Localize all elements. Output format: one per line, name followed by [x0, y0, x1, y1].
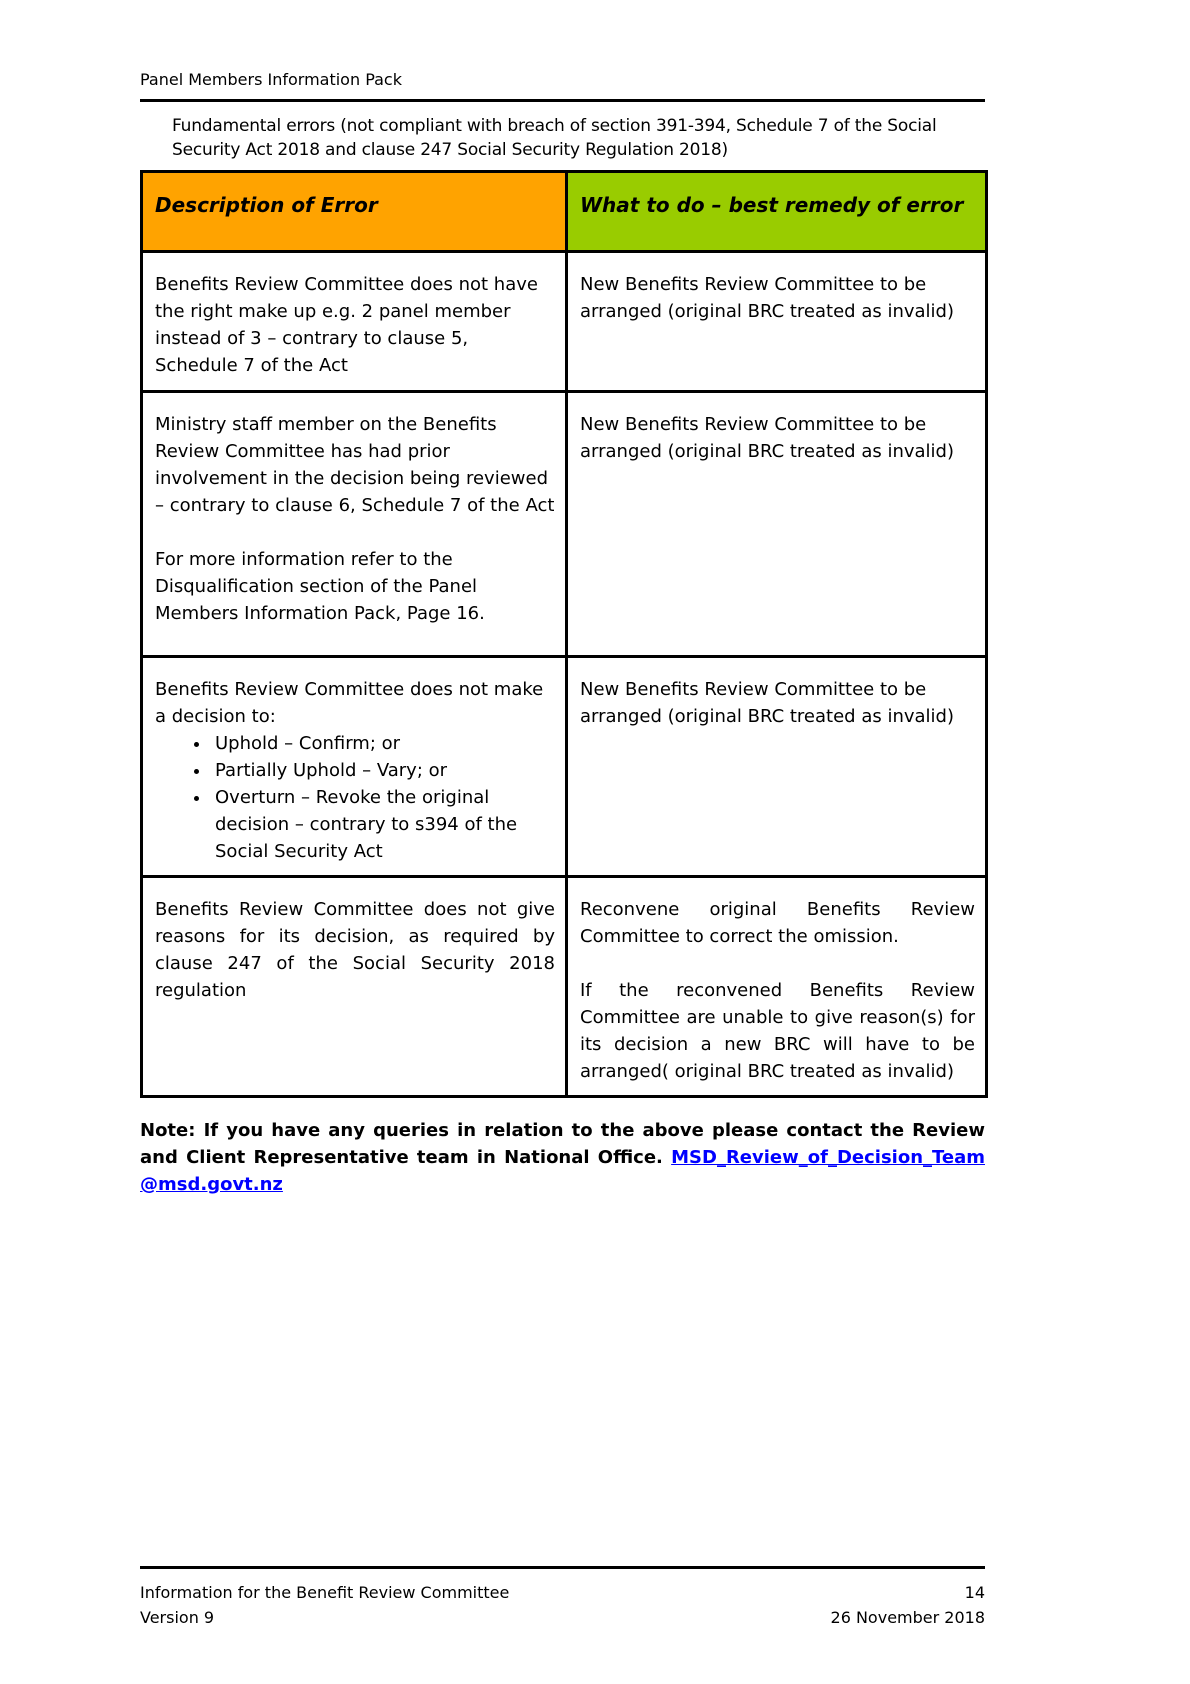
description-text: Ministry staff member on the Benefits Review Committee has had prior involvement in the decision being reviewed – contrary to clause 6, Schedule 7 of the Act	[155, 414, 555, 516]
remedy-text: If the reconvened Benefits Review Committee are unable to give reason(s) for its decision a new BRC will have to be arranged( original BRC treated as invalid)	[580, 980, 975, 1082]
remedy-text: New Benefits Review Committee to be arranged (original BRC treated as invalid)	[580, 679, 954, 727]
description-text: Benefits Review Committee does not give reasons for its decision, as required by clause 247 of the Social Security 2018 regulation	[155, 899, 555, 1001]
description-text: Benefits Review Committee does not make a decision to:	[155, 679, 544, 727]
page-header-title: Panel Members Information Pack	[140, 70, 402, 89]
remedy-text: Reconvene original Benefits Review Committee to correct the omission.	[580, 899, 975, 947]
remedy-text: New Benefits Review Committee to be arranged (original BRC treated as invalid)	[580, 414, 954, 462]
contact-email-link[interactable]: MSD_Review_of_Decision_Team@msd.govt.nz	[140, 1147, 985, 1195]
remedy-cell	[567, 877, 987, 1097]
remedy-text: New Benefits Review Committee to be arranged (original BRC treated as invalid)	[580, 274, 954, 322]
table-row	[142, 877, 987, 1097]
remedy-cell	[567, 392, 987, 657]
description-cell	[142, 877, 567, 1097]
footer-left	[140, 1580, 509, 1630]
decision-bullet-list	[193, 730, 555, 865]
description-cell	[142, 252, 567, 392]
description-text: Benefits Review Committee does not have the right make up e.g. 2 panel member instead of 3 – contrary to clause 5, Schedule 7 of the Act	[155, 274, 538, 376]
table-row	[142, 252, 987, 392]
description-cell	[142, 392, 567, 657]
footer-rule	[140, 1566, 985, 1569]
bullet-item: • Partially Uphold – Vary; or	[211, 757, 555, 784]
page-footer	[140, 1580, 985, 1630]
header-rule	[140, 99, 985, 102]
table-row	[142, 392, 987, 657]
bullet-item: • Uphold – Confirm; or	[211, 730, 555, 757]
intro-paragraph: Fundamental errors (not compliant with breach of section 391-394, Schedule 7 of the Social Security Act 2018 and clause 247 Social Security Regulation 2018)	[172, 116, 937, 160]
note-text: Note: If you have any queries in relation to the above please contact the Review and Client Representative team in National Office.	[140, 1120, 985, 1168]
remedy-cell	[567, 657, 987, 877]
footer-page-number: 14	[964, 1583, 985, 1602]
column-header-description: Description of Error	[142, 172, 567, 252]
note-paragraph	[140, 1117, 985, 1198]
bullet-item: • Overturn – Revoke the original decision – contrary to s394 of the Social Security Act	[211, 784, 555, 865]
table-row	[142, 657, 987, 877]
table-header-row	[142, 172, 987, 252]
description-cell	[142, 657, 567, 877]
fundamental-errors-table	[140, 170, 988, 1098]
footer-doc-title: Information for the Benefit Review Committee	[140, 1583, 510, 1602]
footer-version: Version 9	[140, 1608, 215, 1627]
footer-right	[831, 1580, 985, 1630]
footer-date: 26 November 2018	[830, 1608, 985, 1627]
column-header-remedy: What to do – best remedy of error	[567, 172, 987, 252]
remedy-cell	[567, 252, 987, 392]
description-text: For more information refer to the Disqualification section of the Panel Members Information Pack, Page 16.	[155, 549, 485, 624]
